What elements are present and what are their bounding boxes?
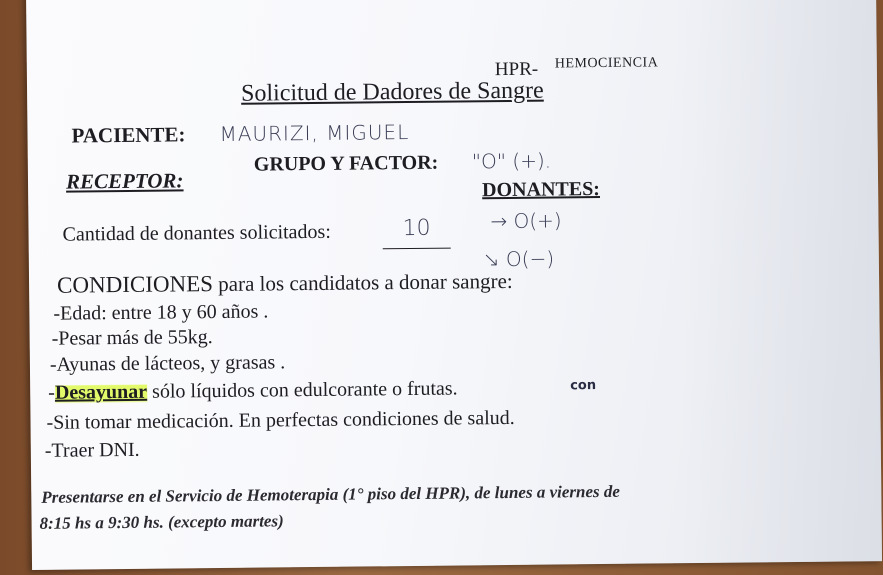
footer-schedule-line2: 8:15 hs a 9:30 hs. (excepto martes) bbox=[39, 511, 284, 533]
patient-label: PACIENTE: bbox=[71, 122, 186, 148]
condition-weight: -Pesar más de 55kg. bbox=[51, 326, 213, 350]
blood-group-label: GRUPO Y FACTOR: bbox=[253, 151, 439, 176]
department-label: HEMOCIENCIA bbox=[554, 55, 659, 72]
condition-age: -Edad: entre 18 y 60 años . bbox=[53, 300, 269, 325]
request-form-paper bbox=[26, 0, 882, 570]
conditions-heading-rest: para los candidatos a donar sangre: bbox=[212, 268, 513, 297]
footer-schedule-line1: Presentarse en el Servicio de Hemoterapia (1° piso del HPR), de lunes a viernes de bbox=[41, 481, 620, 507]
patient-name-handwritten: MAURIZI, MIGUEL bbox=[219, 119, 410, 146]
breakfast-highlighted-word: Desayunar bbox=[54, 380, 148, 404]
blood-group-handwritten: "O" (+). bbox=[471, 148, 552, 174]
condition-dni: -Traer DNI. bbox=[44, 438, 140, 462]
condition-breakfast bbox=[48, 378, 458, 405]
donor-count-label: Cantidad de donantes solicitados: bbox=[62, 220, 331, 246]
breakfast-prefix: - bbox=[48, 381, 56, 404]
condition-fasting: -Ayunas de lácteos, y grasas . bbox=[49, 351, 286, 376]
receptor-label: RECEPTOR: bbox=[65, 168, 184, 194]
donor-count-blank-line bbox=[383, 248, 451, 250]
condition-medication: -Sin tomar medicación. En perfectas condiciones de salud. bbox=[46, 406, 515, 434]
institution-label: HPR- bbox=[494, 58, 539, 81]
donor-type-negative-handwritten: ↘ O(−) bbox=[482, 246, 555, 272]
conditions-heading bbox=[57, 268, 513, 299]
donor-type-positive-handwritten: → O(+) bbox=[490, 208, 562, 234]
form-title: Solicitud de Dadores de Sangre bbox=[240, 77, 544, 107]
conditions-heading-caps: CONDICIONES bbox=[56, 271, 214, 298]
donor-count-handwritten: 10 bbox=[402, 215, 431, 242]
breakfast-rest: sólo líquidos con edulcorante o frutas. bbox=[147, 377, 458, 403]
donantes-label: DONANTES: bbox=[482, 178, 601, 202]
breakfast-handwritten-note: con bbox=[570, 378, 597, 394]
